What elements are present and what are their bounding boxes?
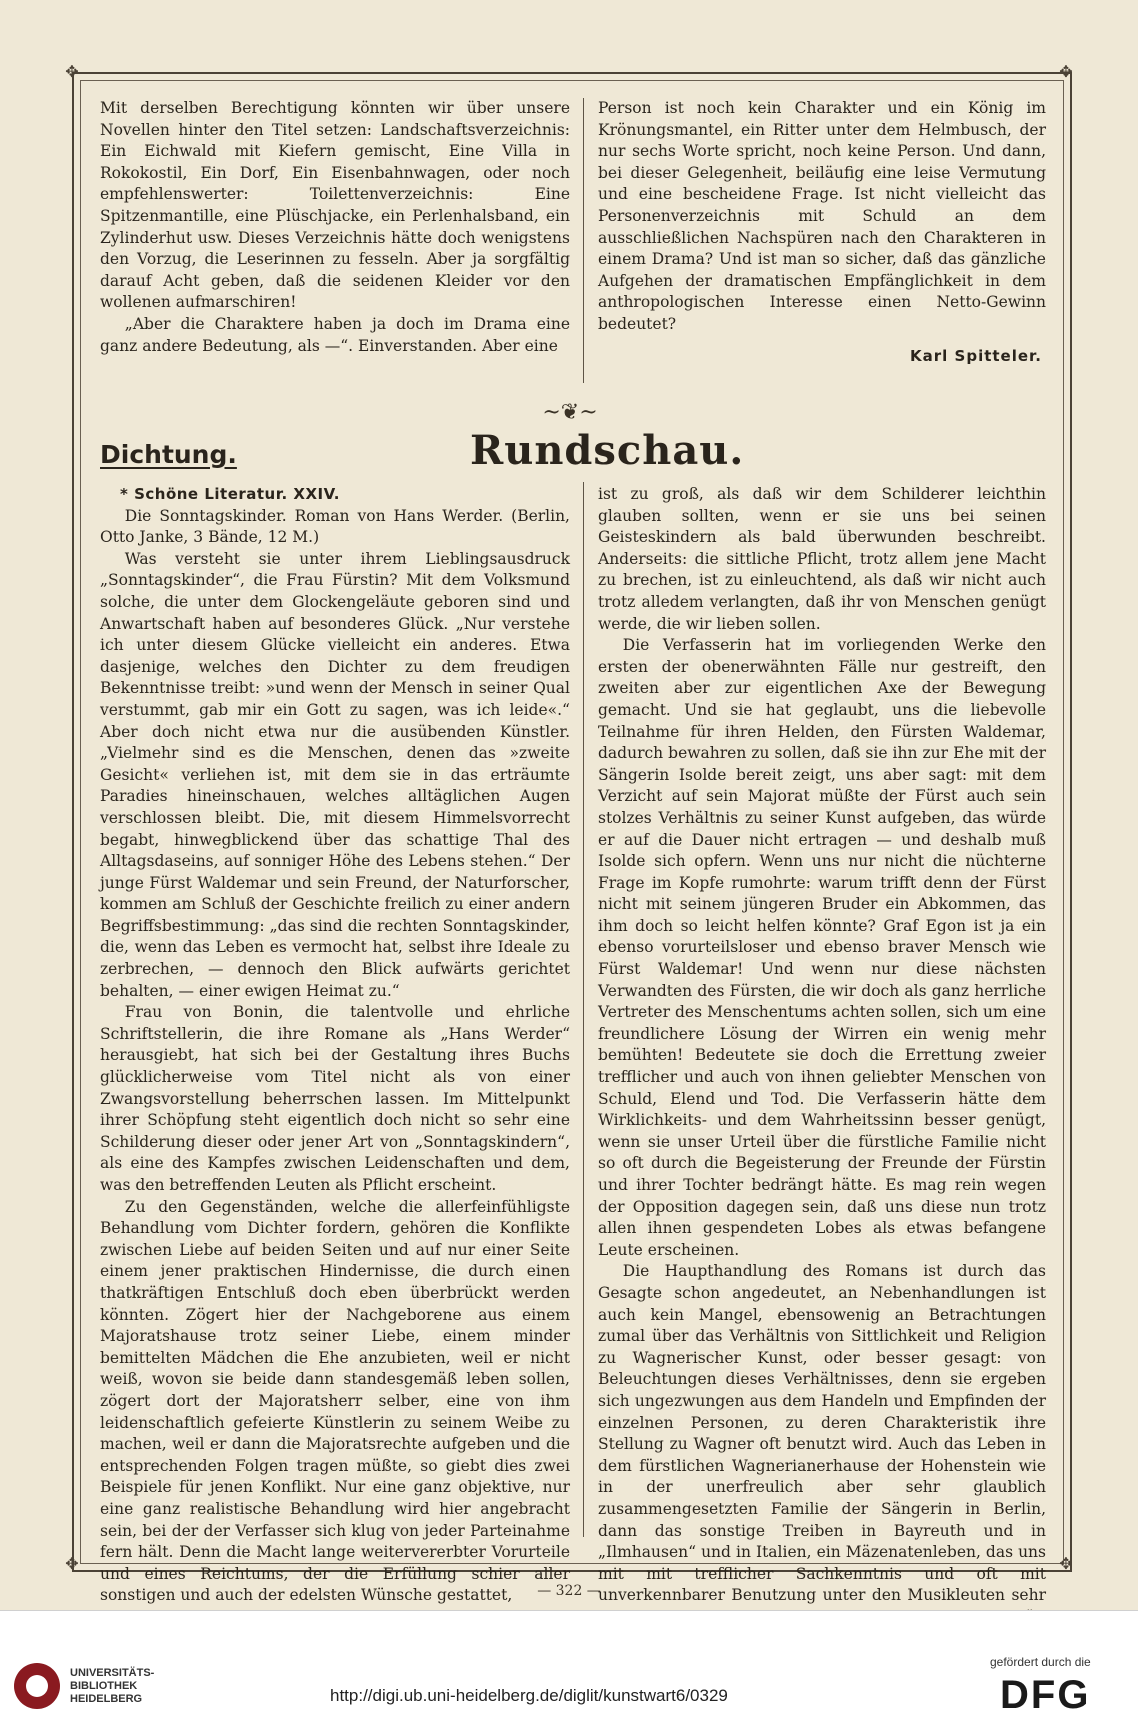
paragraph: Die Sonntagskinder. Roman von Hans Werder. (Berlin, Otto Janke, 3 Bände, 12 M.) [100, 506, 570, 547]
article-right-column [598, 484, 1046, 1672]
author-signature: Karl Spitteler. [910, 346, 1042, 365]
institution-name [70, 1667, 154, 1706]
paragraph: ist zu groß, als daß wir dem Schilderer leichthin glauben sollten, wenn er sie uns bei seinen Geisteskindern als bald überwunden beschreibt. Anderseits: die sittliche Pflicht, trotz allem jene Macht zu brechen, ist zu einleuchtend, als daß wir nicht auch trotz alledem verlangten, daß ihr von Menschen genügt werde, die wir lieben sollen. [598, 485, 1046, 633]
university-seal-icon [14, 1663, 60, 1709]
article-left-column [100, 484, 570, 1607]
source-url-link[interactable]: http://digi.ub.uni-heidelberg.de/diglit/kunstwart6/0329 [330, 1686, 728, 1705]
divider-ornament-icon: ~❦~ [542, 400, 598, 425]
digitization-footer [0, 1610, 1138, 1732]
paragraph: Frau von Bonin, die talentvolle und ehrliche Schriftstellerin, die ihre Romane als „Hans Werder“ herausgiebt, hat sich bei der Gestaltung ihres Buchs glücklicherweise vom Titel nicht als von einer Zwangsvorstellung beherrschen lassen. Im Mittelpunkt ihrer Schöpfung steht eigentlich doch nicht so sehr eine Schilderung dieser oder jener Art von „Sonntagskindern“, als eine des Kampfes zwischen Leidenschaften und dem, was den betreffenden Leuten als Pflicht erscheint. [100, 1003, 570, 1194]
paragraph: Die Haupthandlung des Romans ist durch das Gesagte schon angedeutet, an Nebenhandlungen ist auch kein Mangel, ebensowenig an Betrachtungen zumal über das Verhältnis von Sittlichkeit und Religion zu Wagnerischer Kunst, oder besser gesagt: von Beleuchtungen dieses Verhältnisses, denn sie ergeben sich ungezwungen aus dem Handeln und Empfinden der einzelnen Personen, zu deren Charakteristik ihre Stellung zu Wagner oft benutzt wird. Auch das Leben in dem fürstlichen Wagnerianerhause der Hohenstein wie in der unerfreulich aber sehr glaublich zusammengesetzten Familie der Sängerin in Berlin, dann das sonstige Treiben in Bayreuth und in „Ilmhausen“ und in Italien, ein Mäzenatenleben, das uns mit mit trefflicher Sachkenntnis und oft mit unverkennbarer Benutzung unter den Musikleuten sehr [598, 1262, 1046, 1605]
paragraph: Mit derselben Berechtigung könnten wir über unsere Novellen hinter den Titel setzen: Landschaftsverzeichnis: Ein Eichwald mit Kiefern gemischt, Eine Villa in Rokokostil, Ein Dorf, Ein Eisenbahnwagen, oder noch empfehlenswerter: Toilettenverzeichnis: Eine Spitzenmantille, eine Plüschjacke, ein Perlenhalsband, ein Zylinderhut usw. Dieses Verzeichnis hätte doch wenigstens den Vorzug, die Leserinnen zu fesseln. Aber ja sorgfältig darauf Acht geben, daß die seidenen Kleider vor den wollenen aufmarschiren! [100, 99, 570, 312]
top-left-column [100, 98, 570, 357]
column-divider [583, 482, 584, 1537]
main-heading: Rundschau. [470, 427, 745, 474]
corner-ornament-icon: ✥ [1059, 1554, 1073, 1573]
paragraph: Was versteht sie unter ihrem Lieblingsausdruck „Sonntagskinder“, die Frau Fürstin? Mit dem Volksmund solche, die unter dem Glockengeläute geboren sind und Anwartschaft haben auf besonderes Glück. „Nur verstehe ich unter diesem Glücke vielleicht ein anderes. Etwa dasjenige, welches den Dichter zu dem freudigen Bekenntnisse treibt: »und wenn der Mensch in seiner Qual verstummt, gab mir ein Gott zu sagen, was ich leide«.“ Aber doch nicht etwa nur die ausübenden Künstler. „Vielmehr sind es die Menschen, denen das »zweite Gesicht« verliehen ist, mit dem sie in das erträumte Paradies hineinschauen, welches alltäglichen Augen verschlossen bleibt. Die, mit diesem Himmelsvorrecht begabt, hinwegblickend über das schattige Thal des Alltagsdaseins, auf sonniger Höhe des Lebens stehen.“ Der junge Fürst Waldemar und sein Freund, der Naturforscher, kommen am Schluß der Geschichte freilich zu einer andern Begriffsbestimmung: „das sind die rechten Sonntagskinder, die, wenn das Leben es vermocht hat, selbst ihre Ideale zu zerbrechen, — dennoch den Blick aufwärts gerichtet behalten, — einer ewigen Heimat zu.“ [100, 549, 570, 1000]
institution-line: BIBLIOTHEK [70, 1680, 138, 1692]
corner-ornament-icon: ✥ [1059, 62, 1073, 81]
dfg-logo: DFG [1000, 1673, 1091, 1717]
paragraph: Person ist noch kein Charakter und ein König im Krönungsmantel, ein Ritter unter dem Helmbusch, der nur sechs Worte spricht, noch keine Person. Und dann, bei dieser Gelegenheit, beiläufig eine leise Vermutung und eine bescheidene Frage. Ist nicht vielleicht das Personenverzeichnis mit Schuld an dem ausschließlichen Nachspüren nach den Charakteren in einem Drama? Und ist man so sicher, daß das gänzliche Aufgehen der dramatischen Empfänglichkeit in dem anthropologischen Interesse einen Netto-Gewinn bedeutet? [598, 99, 1046, 333]
top-right-column [598, 98, 1046, 367]
paragraph: „Aber die Charaktere haben ja doch im Drama eine ganz andere Bedeutung, als —“. Einverstanden. Aber eine [100, 314, 570, 355]
institution-line: UNIVERSITÄTS- [70, 1667, 155, 1679]
corner-ornament-icon: ✥ [65, 1554, 79, 1573]
paragraph: Zu den Gegenständen, welche die allerfeinfühligste Behandlung vom Dichter fordern, gehören die Konflikte zwischen Liebe auf beiden Seiten und auf nur einer Seite einem jener praktischen Hindernisse, die durch einen thatkräftigen Entschluß doch eben überbrückt werden könnten. Zögert hier der Nachgeborene aus einem Majoratshause trotz seiner Liebe, einem minder bemittelten Mädchen die Ehe anzubieten, weil er nicht weiß, wovon sie beide dann standesgemäß leben sollen, zögert dort der Majoratsherr selber, eine von ihm leidenschaftlich gefeierte Künstlerin zu seinem Weibe zu machen, weil er dann die Majoratsrechte aufgeben und die entsprechenden Folgen tragen müßte, so giebt dies zwei Beispiele für jenen Konflikt. Nur eine ganz objektive, nur eine ganz realistische Behandlung wird hier angebracht sein, bei der der Verfasser sich klug von jeder Parteinahme fern hält. Denn die Macht lange weitervererbter Vorurteile und eines Reichtums, der die Erfüllung schier aller sonstigen und auch der edelsten Wünsche gestattet, [100, 1197, 570, 1605]
paragraph: Die Verfasserin hat im vorliegenden Werke den ersten der obenerwähnten Fälle nur gestreift, den zweiten aber zur eigentlichen Axe der Bewegung gemacht. Und sie hat geglaubt, uns die liebevolle Teilnahme für ihren Helden, den Fürsten Waldemar, dadurch bewahren zu sollen, daß sie ihn zur Ehe mit der Sängerin Isolde bereit zeigt, uns aber sagt: mit dem Verzicht auf sein Majorat müßte der Fürst auch sein stolzes Verhältnis zu seiner Kunst aufgeben, das würde er auf die Dauer nicht ertragen — und deshalb muß Isolde sich opfern. Wenn uns nur nicht die nüchterne Frage im Kopfe rumohrte: warum trifft denn der Fürst nicht mit seinem jüngeren Bruder ein Abkommen, das ihm doch so leicht helfen könnte? Graf Egon ist ja ein ebenso vorurteilsloser und ebenso braver Mensch wie Fürst Waldemar! Und wenn nur diese nächsten Verwandten des Fürsten, die wir doch als ganz herrliche Vertreter des Menschentums achten sollen, sich um eine freundlichere Lösung der Wirren ein wenig mehr bemühten! Bedeutete sie doch die Errettung zweier trefflicher und auch von ihnen geliebter Menschen von Schuld, Elend und Tod. Die Verfasserin hätte dem Wirklichkeits- und dem Wahrheitssinn besser genügt, wenn sie unser Urteil über die fürstliche Familie nicht so oft durch die Begeisterung der Freunde der Fürstin und ihrer Tochter bedrängt hätte. Es mag rein wegen der Opposition dagegen sein, daß uns diese nun trotz allen ihnen gespendeten Lobes als etwas befangene Leute erscheinen. [598, 636, 1046, 1259]
section-heading: Dichtung. [100, 440, 237, 469]
article-subheading: * Schöne Literatur. XXIV. [120, 485, 340, 503]
funded-by-label: gefördert durch die [990, 1655, 1091, 1669]
column-divider [583, 98, 584, 383]
page-number: — 322 — [537, 1583, 601, 1599]
corner-ornament-icon: ✥ [65, 62, 79, 81]
institution-line: HEIDELBERG [70, 1693, 143, 1705]
